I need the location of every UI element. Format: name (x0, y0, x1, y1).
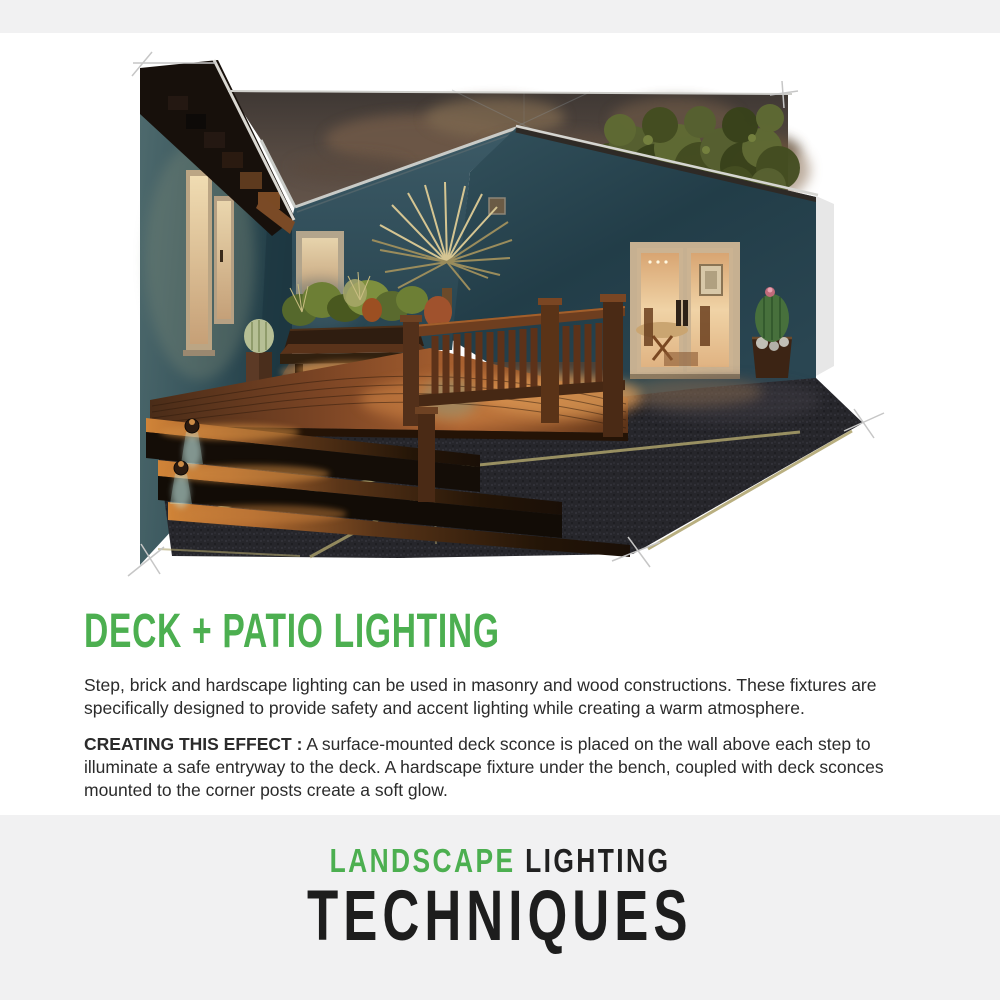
page-title: DECK + PATIO LIGHTING (84, 605, 500, 658)
stair-newel-post (418, 410, 435, 502)
left-tall-window (183, 170, 215, 356)
intro-paragraph: Step, brick and hardscape lighting can be used in masonry and wood constructions. These fixtures are specifically designed to provide safety and accent lighting while creating a warm atmosphere. (84, 675, 877, 718)
french-doors (630, 242, 740, 379)
door-handle (676, 300, 681, 326)
footer-banner (0, 815, 1000, 1000)
brand-line (330, 842, 671, 880)
cutaway-panel (816, 196, 834, 376)
effect-body: A surface-mounted deck sconce is placed on the wall above each step to illuminate a safe entryway to the deck. A hardscape fixture under the bench, coupled with deck sconces mounted to the corner posts create a soft glow. (84, 734, 884, 800)
footer-title: TECHNIQUES (307, 877, 693, 956)
effect-label: CREATING THIS EFFECT : (84, 734, 303, 754)
left-glass-door (214, 196, 234, 324)
attic-window (489, 198, 505, 214)
effect-paragraph (84, 733, 930, 802)
brand-word-lighting: LIGHTING (525, 842, 671, 879)
article-section (84, 604, 930, 802)
door-handle (683, 300, 688, 326)
brand-word-landscape: LANDSCAPE (329, 842, 516, 879)
